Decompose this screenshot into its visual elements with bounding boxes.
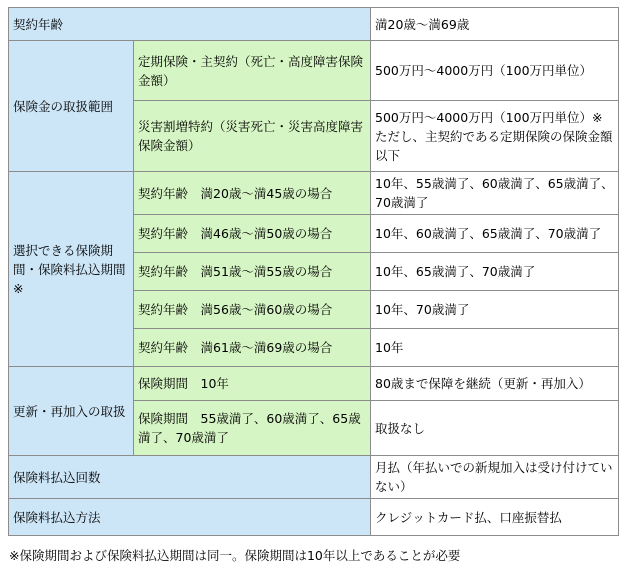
renewal-item-name: 保険期間 55歳満了、60歳満了、65歳満了、70歳満了 (134, 401, 371, 456)
coverage-item-name: 定期保険・主契約（死亡・高度障害保険金額） (134, 41, 371, 101)
period-item-name: 契約年齢 満56歳〜満60歳の場合 (134, 291, 371, 329)
period-item-value: 10年、55歳満了、60歳満了、65歳満了、70歳満了 (371, 172, 619, 215)
period-label: 選択できる保険期間・保険料払込期間※ (9, 172, 134, 367)
period-item-name: 契約年齢 満61歳〜満69歳の場合 (134, 329, 371, 367)
table-row-payment-frequency (9, 456, 619, 499)
table-row-renewal-1 (9, 367, 619, 401)
table-row-payment-method (9, 499, 619, 536)
coverage-item-value: 500万円〜4000万円（100万円単位） (371, 41, 619, 101)
renewal-item-name: 保険期間 10年 (134, 367, 371, 401)
period-item-value: 10年、60歳満了、65歳満了、70歳満了 (371, 215, 619, 253)
age-value: 満20歳〜満69歳 (371, 8, 619, 41)
table-row-period-1 (9, 172, 619, 215)
age-label: 契約年齢 (9, 8, 371, 41)
table-row-age (9, 8, 619, 41)
table-row-coverage-1 (9, 41, 619, 101)
period-item-value: 10年 (371, 329, 619, 367)
coverage-label: 保険金の取扱範囲 (9, 41, 134, 172)
payment-method-label: 保険料払込方法 (9, 499, 371, 536)
payment-method-value: クレジットカード払、口座振替払 (371, 499, 619, 536)
product-spec-table (8, 7, 619, 536)
renewal-item-value: 取扱なし (371, 401, 619, 456)
period-item-name: 契約年齢 満20歳〜満45歳の場合 (134, 172, 371, 215)
coverage-item-value: 500万円〜4000万円（100万円単位）※ただし、主契約である定期保険の保険金額以下 (371, 101, 619, 172)
period-item-value: 10年、70歳満了 (371, 291, 619, 329)
renewal-item-value: 80歳まで保障を継続（更新・再加入） (371, 367, 619, 401)
period-item-name: 契約年齢 満51歳〜満55歳の場合 (134, 253, 371, 291)
payment-frequency-value: 月払（年払いでの新規加入は受け付けていない） (371, 456, 619, 499)
renewal-label: 更新・再加入の取扱 (9, 367, 134, 456)
footnote: ※保険期間および保険料払込期間は同一。保険期間は10年以上であることが必要 (9, 548, 461, 563)
coverage-item-name: 災害割増特約（災害死亡・災害高度障害保険金額） (134, 101, 371, 172)
payment-frequency-label: 保険料払込回数 (9, 456, 371, 499)
period-item-name: 契約年齢 満46歳〜満50歳の場合 (134, 215, 371, 253)
period-item-value: 10年、65歳満了、70歳満了 (371, 253, 619, 291)
